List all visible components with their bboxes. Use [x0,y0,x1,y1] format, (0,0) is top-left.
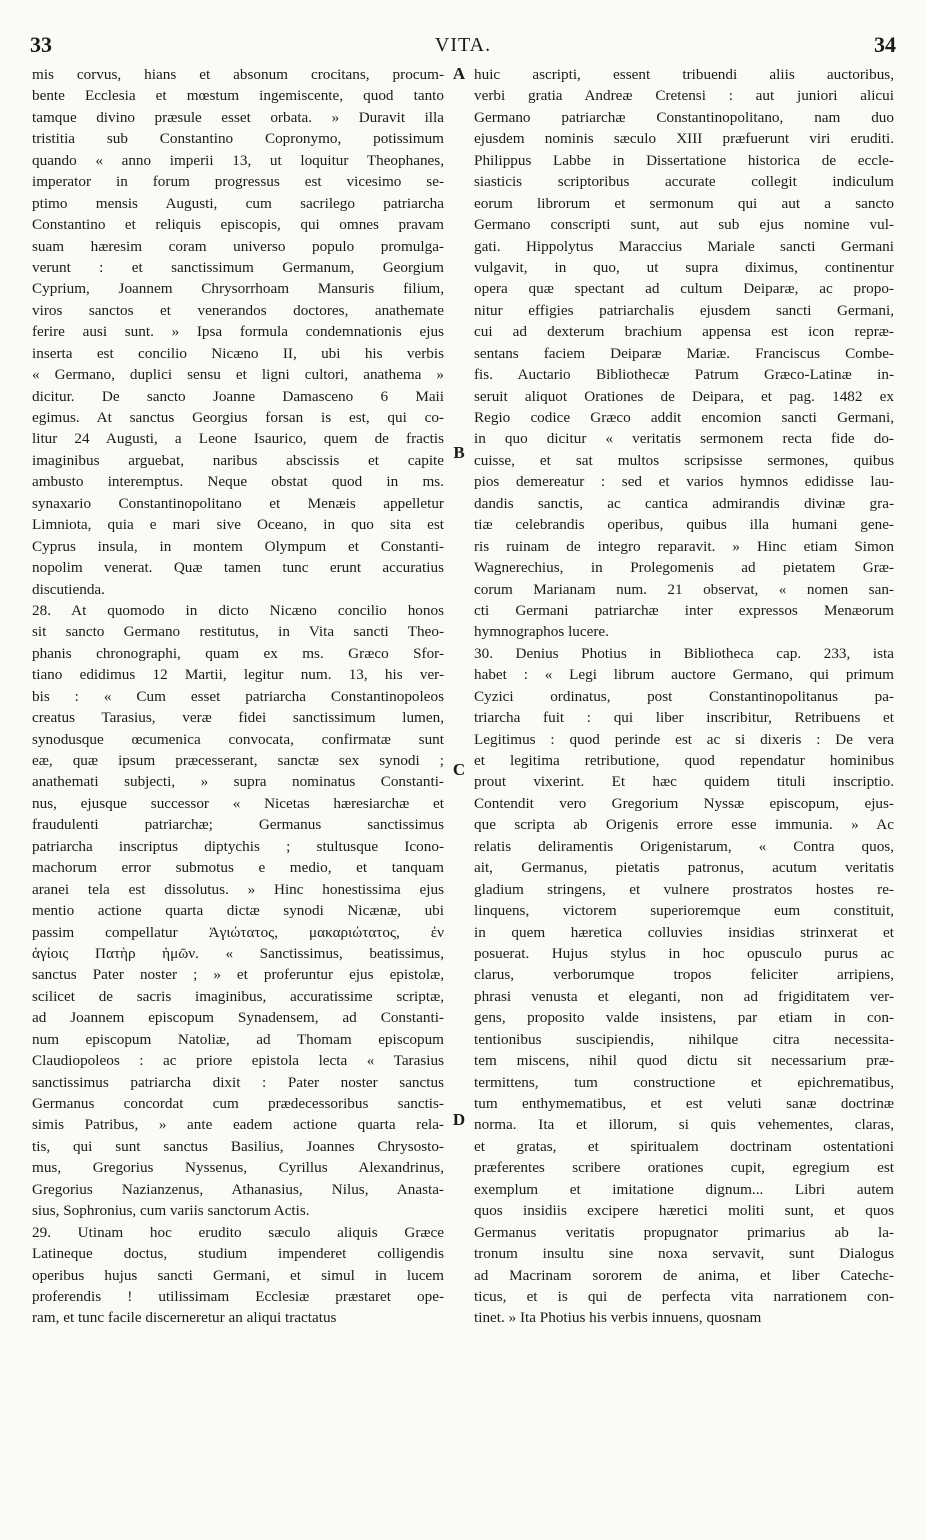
text-line: exemplum et imitatione dignum... Libri autem [474,1180,894,1198]
text-line: discutienda. [32,580,105,598]
text-line: vulgavit, in quo, ut supra diximus, continentur [474,258,894,276]
text-line: cti Germani patriarchæ inter expressos Menæorum [474,601,894,619]
text-line: tinet. » Ita Photius his verbis innuens, quosnam [474,1309,762,1327]
text-line: tiæ celebrandis operibus, quibus illa humani gene- [474,516,894,534]
margin-marker-d: D [452,1110,466,1129]
running-title: VITA. [434,34,492,56]
text-line: scilicet de sacris imaginibus, accuratissime scriptæ, [32,987,444,1005]
text-line: suam hæresim coram universo populo promulga- [32,237,444,255]
text-line: Regio codice Græco addit encomion sancti Germani, [474,409,894,426]
text-line: Claudiopoleos : ac priore epistola lecta « Tarasius [32,1052,444,1070]
text-line: prout vixerint. Et hæc quidem tituli inscriptio. [474,773,894,791]
text-line: Limniota, quia e mari sive Oceano, in quo sita est [32,516,444,534]
text-line: ris ruinam de integro reparavit. » Hinc etiam Simon [474,537,894,555]
text-line: triarcha fuit : qui liber inscribitur, Retribuens et [474,709,894,727]
text-line: inserta est concilio Nicæno II, ubi his verbis [32,344,444,362]
text-line: Legitimus : quod perinde est ac si dixeris : De vera [474,730,894,748]
text-line: posuerat. Hujus stylus in hoc opusculo purus ac [474,944,894,962]
text-line: Germano patriarchæ Constantinopolitano, nam duo [474,108,894,126]
text-line: tem miscens, nihil quod dictu sit necessarium præ- [474,1052,894,1070]
text-line: ἁγίοις Πατὴρ ἡμῶν. « Sanctissimus, beatissimus, [32,944,444,962]
text-line: tamque divino præsule esset orbata. » Duravit illa [32,108,444,126]
text-line: phanis chronographi, quam ex ms. Græco Sfor- [32,644,444,662]
text-line: tronum insultu sine noxa servavit, sunt Dialogus [474,1245,894,1263]
text-line: relatis deliramentis Origenistarum, « Contra quos, [474,837,894,855]
text-line: 30. Denius Photius in Bibliotheca cap. 233, ista [474,644,894,662]
text-line: Cyprium, Joannem Chrysorrhoam Mansuris filium, [32,280,444,298]
text-line: quos insidiis excipere hæretici moliti sunt, et quos [474,1202,894,1220]
text-line: nus, ejusque successor « Nicetas hæresiarchæ et [32,794,444,812]
text-line: Gregorius Nazianzenus, Athanasius, Nilus, Anasta- [32,1180,444,1198]
text-line: clarus, verborumque tropos feliciter arripiens, [474,966,894,984]
text-line: tentionibus suscipiendis, nihilque citra necessita- [474,1030,894,1048]
text-line: termittens, tum constructione et epichrematibus, [474,1073,894,1091]
text-line: corum Marianam num. 21 observat, « nomen san- [474,580,894,598]
text-line: ejusdem nominis sæculo XIII præfuerunt viri eruditi. [474,130,894,148]
left-column [32,64,444,1329]
text-line: præferentes scribere orationes cupit, egregium est [474,1159,894,1177]
text-line: ram, et tunc facile discerneretur an aliqui tractatus [32,1309,337,1327]
text-line: in quem hæretica colluvies insidias strinxerat et [474,923,894,941]
text-line: ptimo mensis Augusti, cum sacrilego patriarcha [32,194,444,212]
text-line: Wagnerechius, in Prolegomenis ad pietatem Græ- [474,559,894,577]
text-line: synaxario Constantinopolitano et Menæis appelletur [32,494,444,512]
text-line: tristitia sub Constantino Copronymo, potissimum [32,130,444,148]
text-line: sanctus Pater noster ; » et proferuntur ejus epistolæ, [32,966,444,984]
text-line: operibus hujus sancti Germani, et simul in lucem [32,1266,444,1284]
text-line: verbi gratia Andreæ Cretensi : aut juniori alicui [474,87,894,105]
text-line: patriarcha inscriptus diptychis ; stultusque Icono- [32,837,444,855]
margin-marker-c: C [452,760,466,779]
text-line: creatus Tarasius, veræ fidei sanctissimum lumen, [32,709,444,727]
text-line: Contendit vero Gregorium Nyssæ episcopum, ejus- [474,794,894,812]
text-line: habet : « Legi librum auctore Germano, qui primum [474,666,894,684]
text-line: mentio actione quarta dictæ synodi Nicænæ, ubi [32,902,444,920]
text-line: Germano conscripti sunt, aut sub ejus nomine vul- [474,216,894,234]
text-line: Cyzici ordinatus, post Constantinopolitanus pa- [474,687,894,705]
text-line: et legitima retributione, quod rependatur hominibus [474,752,894,769]
text-line: machorum error submotus e medio, et tanquam [32,859,444,877]
text-line: aranei tela est dissolutus. » Hinc honestissima ejus [32,880,444,898]
text-line: opera quæ spectant ad cultum Deiparæ, ac propo- [474,280,894,298]
text-line: cui ad dexterum brachium appensa est icon repræ- [474,323,894,341]
text-line: Philippus Labbe in Dissertatione historica de eccle- [474,151,894,169]
right-column [474,64,894,1329]
text-line: siasticis scriptoribus accurate collegit indiculum [474,173,894,191]
text-line: proferendis ! utilissimam Ecclesiæ præstaret ope- [32,1287,444,1305]
text-line: Germanus veritatis propugnator primarius ab la- [474,1223,894,1241]
text-line: Germanus concordat cum prædecessoribus sanctis- [32,1095,444,1112]
text-line: hymnographos lucere. [474,623,609,641]
text-line: tiano edidimus 12 Martii, legitur num. 13, his ver- [32,666,444,684]
text-line: linquens, victorem superioremque eum constituit, [474,902,894,920]
text-line: ad Macrinam sororem de anima, et liber Catechε- [474,1266,894,1284]
text-line: in quo dicitur « veritatis sermonem recta fide do- [474,430,894,448]
text-line: synodusque œcumenica convocata, confirmatæ sunt [32,730,444,748]
text-line: nitur effigies patriarchalis ejusdem sancti Germani, [474,301,894,319]
text-line: dicitur. De sancto Joanne Damasceno 6 Maii [32,387,444,405]
text-line: huic ascripti, essent tribuendi aliis auctoribus, [474,66,894,83]
text-line: sit sancto Germano restitutus, in Vita sancti Theo- [32,623,444,641]
text-line: bis : « Cum esset patriarcha Constantinopoleos [32,687,444,705]
text-line: cuisse, et sat multos scripsisse sermones, quibus [474,451,894,469]
text-line: ferire ausi sunt. » Ipsa formula condemnationis ejus [32,323,444,341]
text-line: litur 24 Augusti, a Leone Isaurico, quem de fractis [32,430,444,448]
text-line: imperator in forum progressus est vicesimo se- [32,173,444,191]
text-line: fis. Auctario Bibliothecæ Patrum Græco-Latinæ in- [474,366,894,384]
text-line: Cyprus insula, in montem Olympum et Constanti- [32,537,444,555]
text-line: gladium stringens, et vulnere prostratos hostes re- [474,880,894,898]
text-line: ait, Germanus, pietatis patronus, acutum veritatis [474,859,894,877]
text-line: nopolim venerat. Quæ tamen tunc erunt accuratius [32,559,444,577]
text-line: bente Ecclesia et mœstum ingemiscente, quod tanto [32,87,444,105]
text-line: phrasi venusta et eleganti, non ad frigiditatem ver- [474,987,894,1005]
text-line: sanctissimus patriarcha dixit : Pater noster sanctus [32,1073,444,1091]
text-line: norma. Ita et illorum, si quis vehementes, claras, [474,1116,894,1134]
page-header [30,32,896,60]
text-line: tis, qui sunt sanctus Basilius, Joannes Chrysosto- [32,1137,444,1155]
text-line: dandis sanctis, ac cantica admirandis divinæ gra- [474,494,894,512]
text-line: fraudulenti patriarchæ; Germanus sanctissimus [32,816,444,834]
text-line: viros sanctos et venerandos doctores, anathemate [32,301,444,319]
text-line: sius, Sophronius, cum variis sanctorum Actis. [32,1202,310,1220]
margin-marker-b: B [453,443,465,462]
text-line: Constantino et reliquis episcopis, qui omnes pravam [32,216,444,234]
text-line: num episcopum Natoliæ, ad Thomam episcopum [32,1030,444,1048]
text-line: passim compellatur Ἁγιώτατος, μακαριώτατος, ἐν [32,923,444,941]
page-number-left: 33 [30,32,52,57]
text-line: pios demereatur : sed et varios hymnos edidisse lau- [474,473,894,491]
page-number-right: 34 [874,32,896,57]
text-line: ambusto interemptus. Neque obstat quod in ms. [32,473,444,491]
text-line: mus, Gregorius Nyssenus, Cyrillus Alexandrinus, [32,1159,444,1177]
text-line: 29. Utinam hoc erudito sæculo aliquis Græce [32,1223,444,1241]
text-line: verunt : et sanctissimum Germanum, Georgium [32,258,444,276]
text-line: ad Joannem episcopum Synadensem, ad Constanti- [32,1009,444,1027]
text-line: anathemati subjecti, » supra nominatus Constanti- [32,773,444,791]
text-line: tum enthymematibus, et est veluti sanæ doctrinæ [474,1095,894,1112]
text-line: gens, proposito valde insistens, par etiam in con- [474,1009,894,1027]
text-line: eorum librorum et sermonum qui aut a sancto [474,194,894,212]
text-line: mis corvus, hians et absonum crocitans, procum- [32,66,444,83]
text-line: quando « anno imperii 13, ut loquitur Theophanes, [32,151,444,169]
text-line: que scripta ab Origenis errore esse immunia. » Ac [474,816,894,834]
text-line: egimus. At sanctus Georgius forsan is est, qui co- [32,409,444,426]
text-line: ticus, et is qui de perfecta vita narrationem con- [474,1287,894,1305]
text-line: eæ, quæ ipsum præcesserant, sanctæ sex synodi ; [32,752,444,769]
text-line: gati. Hippolytus Maraccius Mariale sancti Germani [474,237,894,255]
margin-marker-a: A [452,64,466,83]
text-line: 28. At quomodo in dicto Nicæno concilio honos [32,601,444,619]
text-line: imaginibus arguebat, naribus abscissis et capite [32,451,444,469]
text-line: simis Patribus, » ante eadem actione quarta rela- [32,1116,444,1134]
text-line: seruit aliquot Orationes de Deipara, et pag. 1482 ex [474,387,894,405]
text-line: « Germano, duplici sensu et ligni cultori, anathema » [32,366,444,384]
text-line: sentans faciem Deiparæ Mariæ. Franciscus Combe- [474,344,894,362]
text-line: Latineque doctus, studium impenderet colligendis [32,1245,444,1263]
text-line: et gratas, et spiritualem doctrinam ostentationi [474,1137,894,1155]
